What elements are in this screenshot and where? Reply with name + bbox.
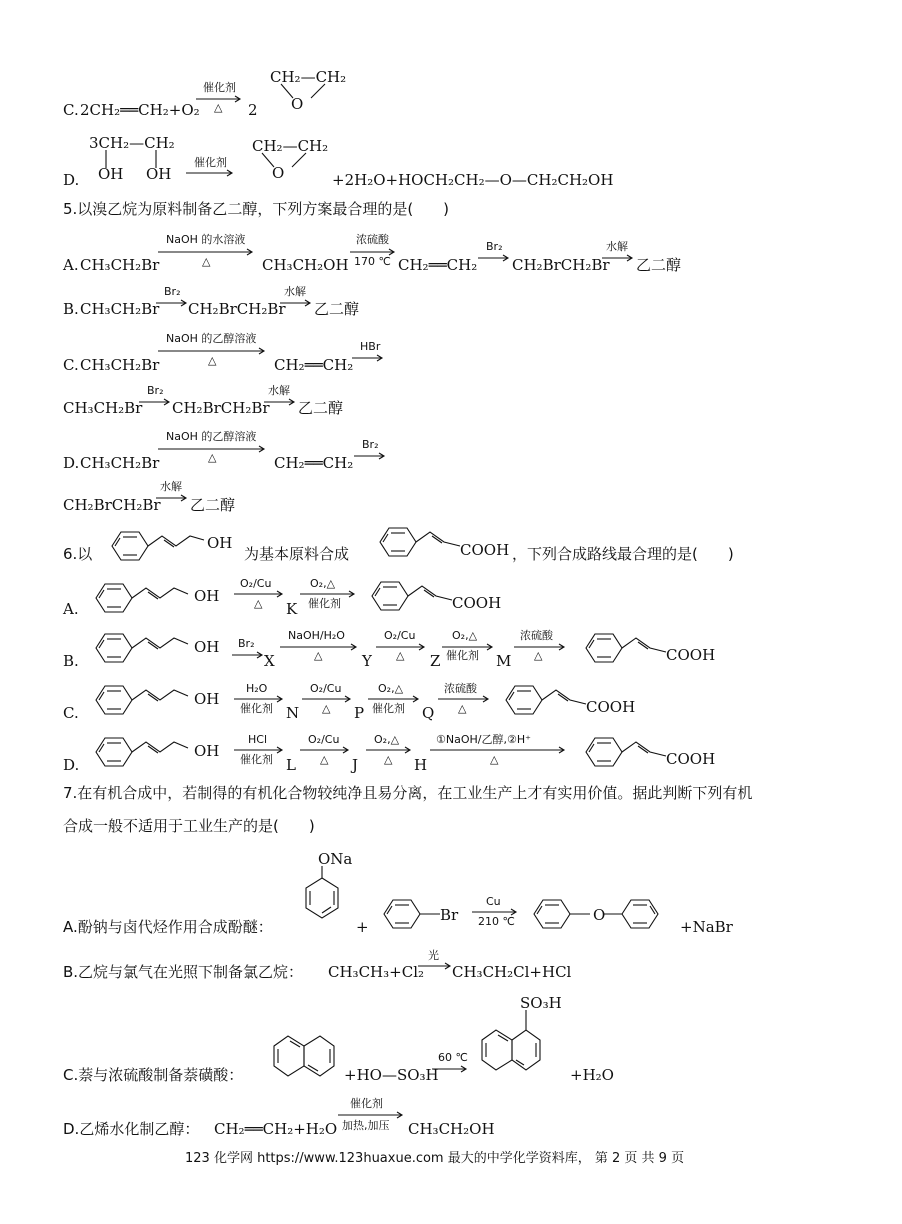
q7-a-tail: +NaBr: [680, 918, 733, 936]
q5-c-c2: HBr: [360, 340, 381, 353]
q6-a-h2: 催化剂: [308, 597, 341, 610]
q6-d-h4: △: [490, 753, 499, 766]
q6-b-cooh: COOH: [666, 646, 716, 664]
q6-a-c2: O₂,△: [310, 577, 336, 590]
sodium-phenoxide-structure: [300, 866, 344, 934]
q5-c-arrow-2: [352, 355, 384, 361]
q5-d-label: D.: [63, 454, 80, 472]
q6-b-label: B.: [63, 652, 79, 670]
q5-c-h1: △: [208, 354, 217, 367]
q6-c-n: N: [286, 704, 300, 722]
q4-c-epoxide-top: CH₂—CH₂: [270, 68, 347, 86]
q5-b-c2: 水解: [284, 285, 306, 298]
q6-c-cooh: COOH: [586, 698, 636, 716]
q7-c-reag: +HO—SO₃H: [344, 1066, 439, 1084]
q5-a-p3: CH₂BrCH₂Br: [512, 256, 610, 274]
q5-d-p2: 乙二醇: [190, 496, 236, 514]
q6-c-reactant-structure: [88, 682, 198, 718]
q7-a-cond: Cu: [486, 895, 501, 908]
q6-b-c2: NaOH/H₂O: [288, 629, 345, 642]
q6-a-oh: OH: [194, 587, 220, 605]
q6-c-q: Q: [422, 704, 435, 722]
q7-a-heat: 210 ℃: [478, 915, 515, 928]
q7-b-text: B.乙烷与氯气在光照下制备氯乙烷：: [63, 963, 304, 981]
q6-c-c2: O₂/Cu: [310, 682, 342, 695]
q7-b-rhs: CH₃CH₂Cl+HCl: [452, 963, 572, 981]
q5-c-c4: 水解: [268, 384, 290, 397]
q4-c-heat: △: [214, 101, 223, 114]
q5-b-arrow-2: [280, 300, 312, 306]
q6-c-p: P: [354, 704, 365, 722]
q4-c-cond: 催化剂: [203, 81, 236, 94]
q6-b-z: Z: [430, 652, 441, 670]
q5-a-p4: 乙二醇: [636, 256, 682, 274]
q5-d-h1: △: [208, 451, 217, 464]
q6-b-y: Y: [362, 652, 372, 670]
q6-c-h4: △: [458, 702, 467, 715]
q7-c-tail: +H₂O: [570, 1066, 614, 1084]
q7-b-cond: 光: [428, 949, 439, 962]
q6-b-reactant-structure: [88, 630, 198, 666]
q7-stem-line-2: 合成一般不适用于工业生产的是( ): [63, 817, 315, 835]
q6-b-h5: △: [534, 649, 543, 662]
q5-a-c3: Br₂: [486, 240, 503, 253]
q6-a-label: A.: [63, 600, 79, 618]
q6-b-h3: △: [396, 649, 405, 662]
q5-d-c2: Br₂: [362, 438, 379, 451]
q6-a-k: K: [286, 600, 298, 618]
q5-b-label: B.: [63, 300, 79, 318]
q6-b-x: X: [264, 652, 275, 670]
q5-c-c3: Br₂: [147, 384, 164, 397]
q4-d-top: 3CH₂—CH₂: [89, 134, 175, 152]
q7-b-arrow: [418, 963, 452, 969]
naphthalene-structure: [270, 1030, 340, 1086]
q6-stem-pre: 6.以: [63, 545, 93, 563]
q6-b-oh: OH: [194, 638, 220, 656]
q7-b-lhs: CH₃CH₃+Cl₂: [328, 963, 424, 981]
q6-stem-cooh: COOH: [460, 541, 510, 559]
q5-a-p1: CH₃CH₂OH: [262, 256, 349, 274]
q6-c-h1: 催化剂: [240, 702, 273, 715]
q4-d-epoxide-o: O: [272, 164, 285, 182]
q7-c-cond: 60 ℃: [438, 1051, 468, 1064]
q6-b-m: M: [496, 652, 512, 670]
q6-b-arrow-1: [232, 652, 264, 658]
q6-b-h2: △: [314, 649, 323, 662]
q5-d-r1: CH₃CH₂Br: [80, 454, 160, 472]
q5-a-c2: 浓硫酸: [356, 233, 389, 246]
q5-a-r1: CH₃CH₂Br: [80, 256, 160, 274]
q6-a-product-structure: [364, 578, 464, 614]
q7-d-rhs: CH₃CH₂OH: [408, 1120, 495, 1138]
q5-a-label: A.: [63, 256, 79, 274]
q7-a-plus: +: [356, 918, 369, 936]
q6-d-cooh: COOH: [666, 750, 716, 768]
q6-d-h2: △: [320, 753, 329, 766]
page-footer: 123 化学网 https://www.123huaxue.com 最大的中学化学资料库， 第 2 页 共 9 页: [185, 1151, 685, 1166]
q5-stem: 5.以溴乙烷为原料制备乙二醇，下列方案最合理的是( ): [63, 200, 450, 218]
q4-d-arrow: [186, 170, 234, 176]
q7-c-so3h: SO₃H: [520, 994, 562, 1012]
q6-d-reactant-structure: [88, 734, 198, 770]
q5-c-arrow-3: [139, 399, 171, 405]
q5-b-r1: CH₃CH₂Br: [80, 300, 160, 318]
q7-a-ona: ONa: [318, 850, 353, 868]
q6-a-c1: O₂/Cu: [240, 577, 272, 590]
bromobenzene-structure: [376, 896, 446, 932]
q4-d-oh2: OH: [146, 165, 172, 183]
q5-b-p2: 乙二醇: [314, 300, 360, 318]
q5-a-h1: △: [202, 255, 211, 268]
q6-c-c1: H₂O: [246, 682, 268, 695]
q6-d-product-structure: [578, 734, 678, 770]
q5-c-c1: NaOH 的乙醇溶液: [166, 332, 257, 345]
q4-d-oh1: OH: [98, 165, 124, 183]
q6-c-h3: 催化剂: [372, 702, 405, 715]
cinnamyl-alcohol-structure: [104, 528, 214, 564]
q6-b-c5: 浓硫酸: [520, 629, 553, 642]
q7-a-br: Br: [440, 906, 459, 924]
q6-d-h3: △: [384, 753, 393, 766]
q5-c-label: C.: [63, 356, 79, 374]
q5-c-r1: CH₃CH₂Br: [80, 356, 160, 374]
q7-d-arrow: [338, 1112, 404, 1118]
q5-a-c1: NaOH 的水溶液: [166, 233, 246, 246]
q6-a-h1: △: [254, 597, 263, 610]
q6-d-arrow-4: [430, 747, 566, 753]
q5-d-arrow-3: [156, 495, 188, 501]
q4-d-cond: 催化剂: [194, 156, 227, 169]
q5-d-arrow-2: [354, 453, 386, 459]
q4-d-epoxide-ring: [256, 153, 316, 171]
q5-c-p2: CH₂BrCH₂Br: [172, 399, 270, 417]
q7-d-heat: 加热,加压: [342, 1119, 390, 1132]
q6-a-cooh: COOH: [452, 594, 502, 612]
q6-b-c1: Br₂: [238, 637, 255, 650]
q6-stem-mid: 为基本原料合成: [244, 545, 350, 563]
q6-d-l: L: [286, 756, 296, 774]
q6-c-oh: OH: [194, 690, 220, 708]
q6-d-j: J: [352, 756, 359, 774]
q7-d-lhs: CH₂══CH₂+H₂O: [214, 1120, 338, 1138]
q6-a-reactant-structure: [88, 580, 198, 616]
q6-d-c1: HCl: [248, 733, 268, 746]
q6-c-c4: 浓硫酸: [444, 682, 477, 695]
q5-a-arrow-4: [602, 255, 634, 261]
q6-stem-post: ，下列合成路线最合理的是( ): [512, 545, 734, 563]
q6-c-label: C.: [63, 704, 79, 722]
q5-d-c3: 水解: [160, 480, 182, 493]
q6-d-c4: ①NaOH/乙醇,②H⁺: [436, 733, 531, 746]
q6-d-label: D.: [63, 756, 80, 774]
q4-c-label: C.: [63, 101, 79, 119]
q4-c-epoxide-ring: [275, 84, 335, 102]
q5-d-c1: NaOH 的乙醇溶液: [166, 430, 257, 443]
q7-c-text: C.萘与浓硫酸制备萘磺酸：: [63, 1066, 244, 1084]
q6-d-c2: O₂/Cu: [308, 733, 340, 746]
q5-b-p1: CH₂BrCH₂Br: [188, 300, 286, 318]
q6-b-c3: O₂/Cu: [384, 629, 416, 642]
q7-stem-line-1: 7.在有机合成中，若制得的有机化合物较纯净且易分离，在工业生产上才有实用价值。据此判断下列有机: [63, 784, 753, 802]
q5-b-arrow-1: [156, 300, 188, 306]
q5-a-p2: CH₂══CH₂: [398, 256, 478, 274]
q5-d-r2: CH₂BrCH₂Br: [63, 496, 161, 514]
q7-d-text: D.乙烯水化制乙醇：: [63, 1120, 200, 1138]
q5-c-r2: CH₃CH₂Br: [63, 399, 143, 417]
q6-c-h2: △: [322, 702, 331, 715]
q4-c-lhs: 2CH₂══CH₂+O₂: [80, 101, 200, 119]
q5-c-p3: 乙二醇: [298, 399, 344, 417]
q7-a-o: O: [593, 906, 606, 924]
q6-d-h1: 催化剂: [240, 753, 273, 766]
q7-a-text: A.酚钠与卤代烃作用合成酚醚：: [63, 918, 273, 936]
q4-d-label: D.: [63, 171, 80, 189]
q6-d-c3: O₂,△: [374, 733, 400, 746]
q6-stem-oh: OH: [207, 534, 233, 552]
q6-d-oh: OH: [194, 742, 220, 760]
q7-c-arrow: [432, 1066, 468, 1072]
q5-c-p1: CH₂══CH₂: [274, 356, 354, 374]
cinnamic-acid-structure: [372, 524, 472, 560]
q4-c-epoxide-o: O: [291, 95, 304, 113]
q5-a-h2: 170 ℃: [354, 255, 391, 268]
q5-c-arrow-4: [264, 399, 296, 405]
q4-c-coef: 2: [248, 101, 258, 119]
q6-c-product-structure: [498, 682, 598, 718]
q5-b-c1: Br₂: [164, 285, 181, 298]
q6-b-h4: 催化剂: [446, 649, 479, 662]
q4-d-rhs: +2H₂O+HOCH₂CH₂—O—CH₂CH₂OH: [332, 171, 614, 189]
q6-d-hh: H: [414, 756, 428, 774]
q5-a-c4: 水解: [606, 240, 628, 253]
q5-d-p1: CH₂══CH₂: [274, 454, 354, 472]
q4-d-epoxide-top: CH₂—CH₂: [252, 137, 329, 155]
q7-d-cond: 催化剂: [350, 1097, 383, 1110]
q6-c-c3: O₂,△: [378, 682, 404, 695]
q6-b-product-structure: [578, 630, 678, 666]
q6-b-c4: O₂,△: [452, 629, 478, 642]
q5-a-arrow-3: [478, 255, 510, 261]
naphthalenesulfonic-acid-structure: [472, 1010, 548, 1090]
